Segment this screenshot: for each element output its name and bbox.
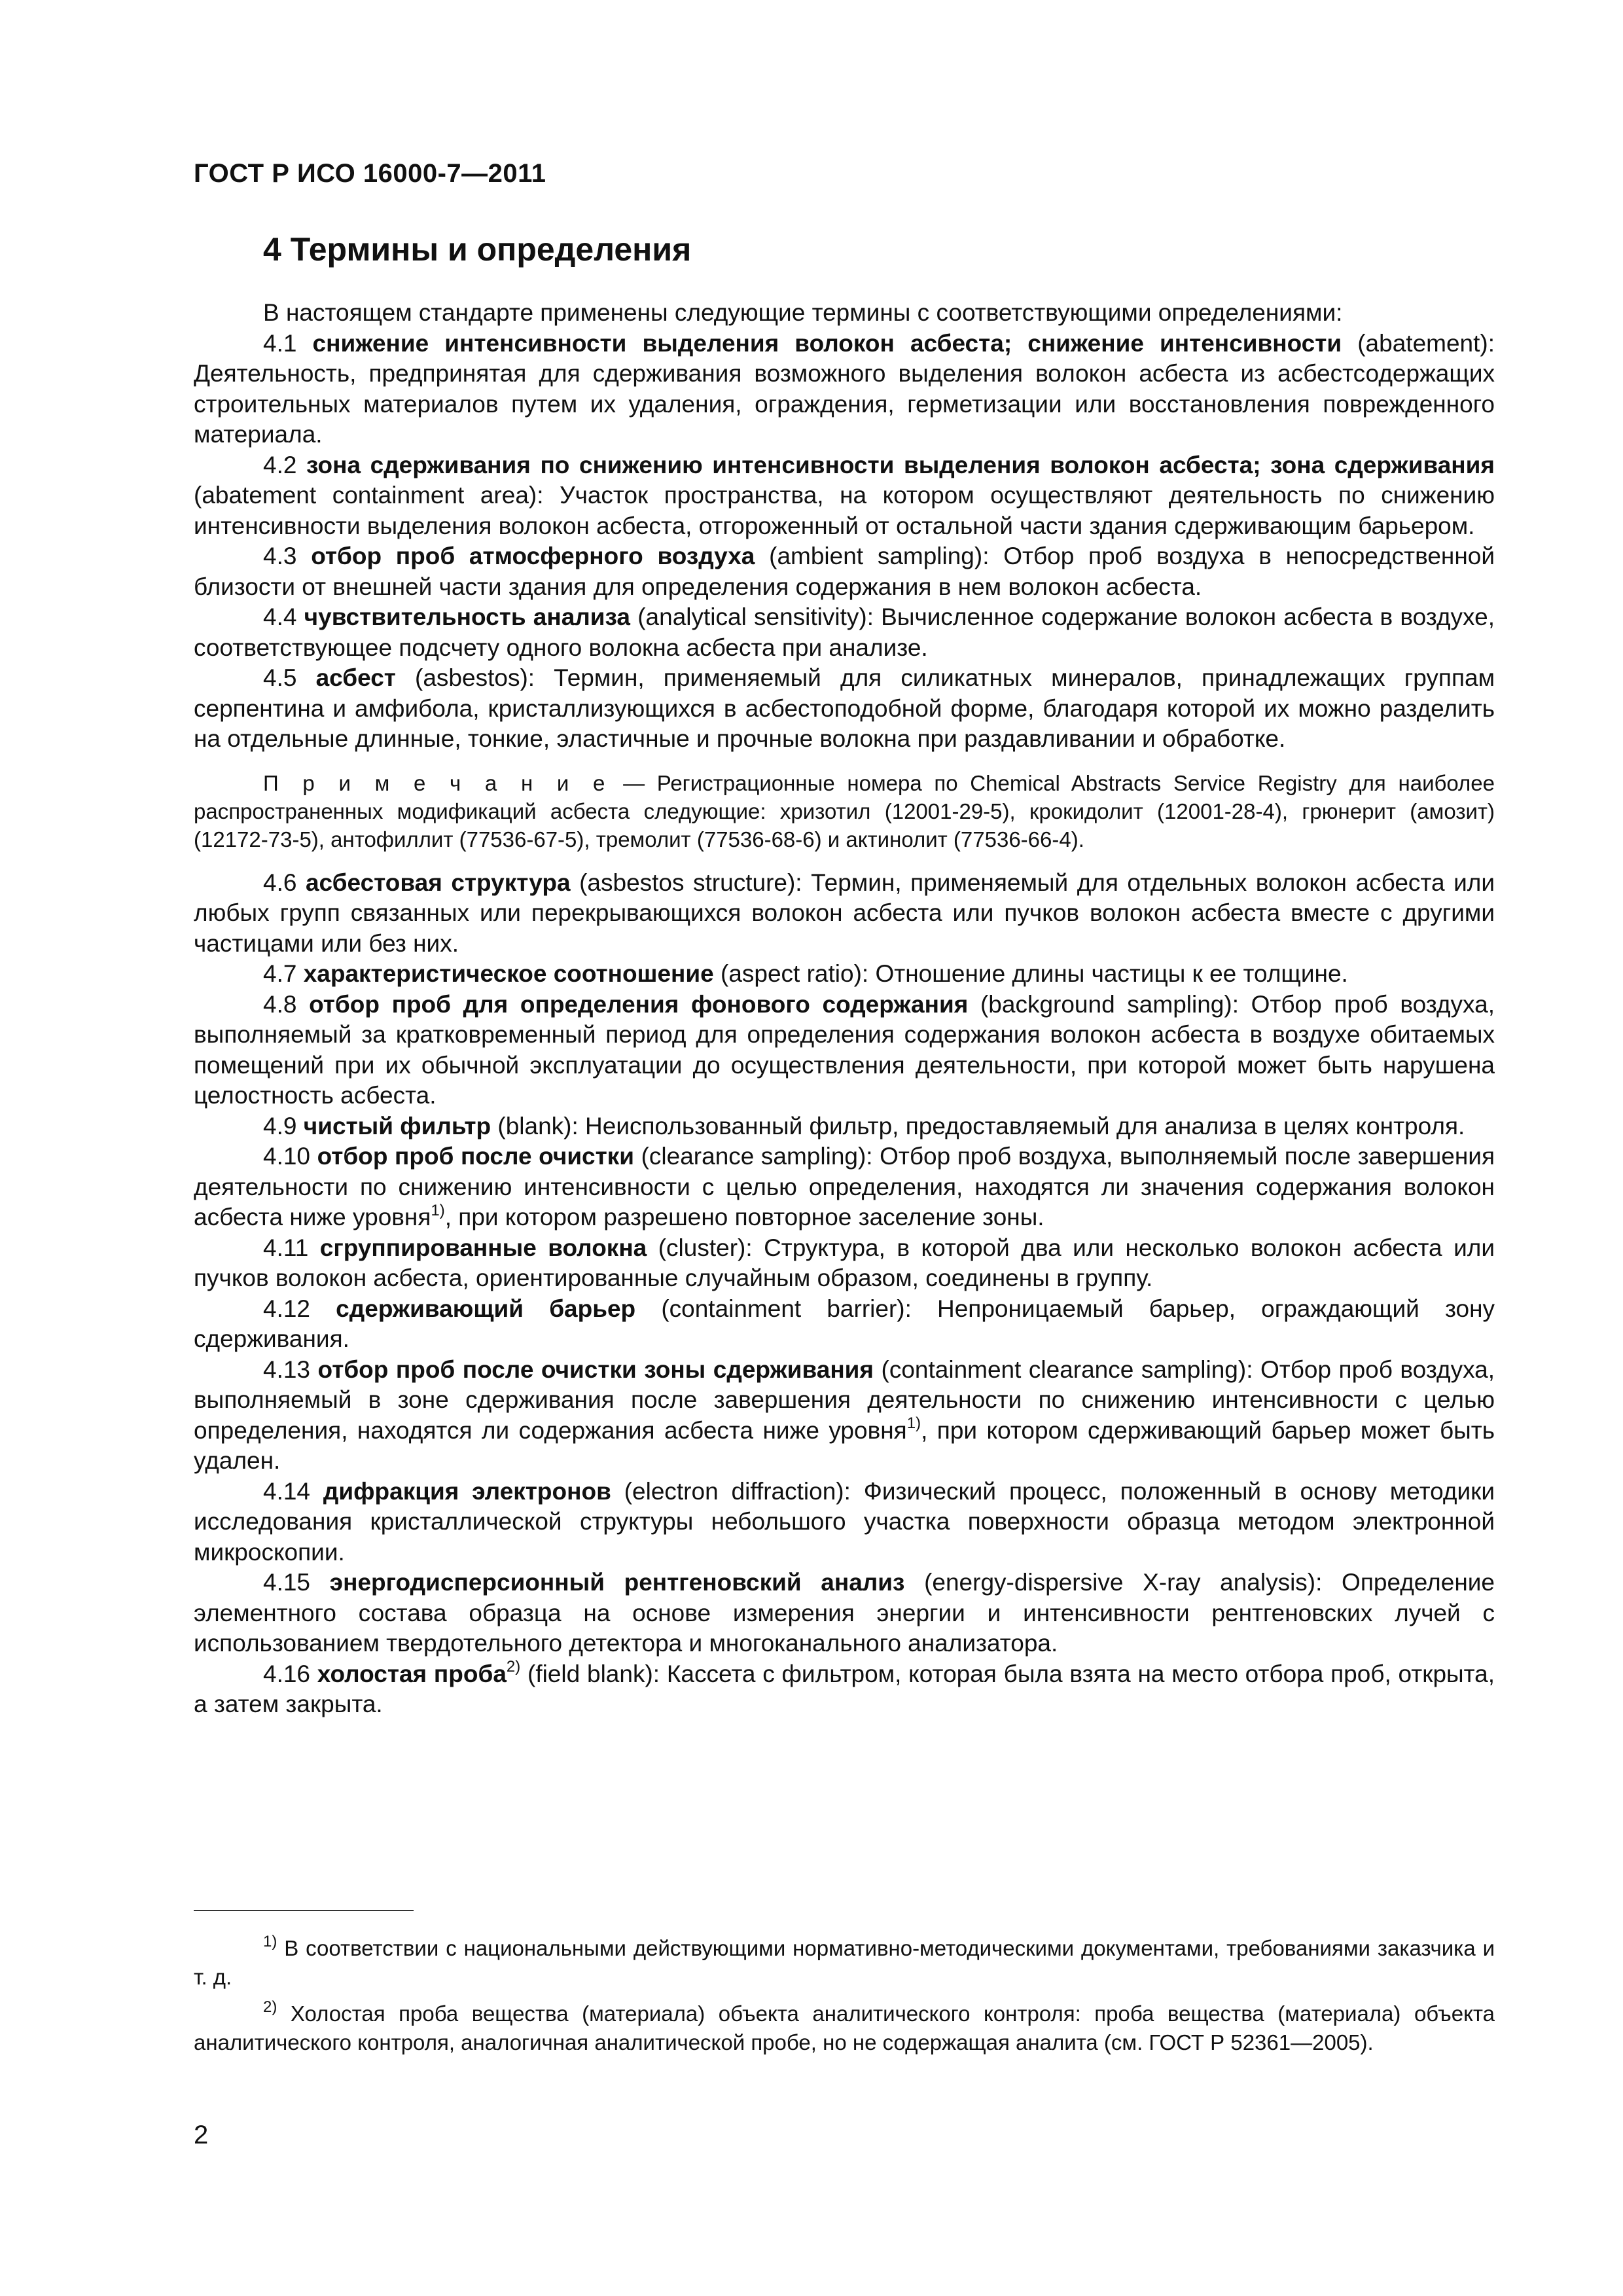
term-number: 4.10 — [263, 1143, 311, 1170]
footnote-ref: 2) — [506, 1658, 521, 1676]
term-definition: (electron diffraction): Физический процесс, положенный в основу методики исследования кристаллической структуры небольшого участка поверхности образца методом электронной микроскопии. — [194, 1477, 1495, 1566]
term-name: отбор проб для определения фонового содержания — [309, 990, 969, 1018]
term-number: 4.1 — [263, 329, 297, 357]
term-entry — [194, 959, 1495, 990]
term-entry — [194, 1294, 1495, 1355]
term-entry — [194, 663, 1495, 755]
term-definition: (aspect ratio): Отношение длины частицы к ее толщине. — [721, 960, 1348, 987]
term-definition: (blank): Неиспользованный фильтр, предоставляемый для анализа в целях контроля. — [497, 1112, 1465, 1139]
footnote-mark: 2) — [263, 1998, 277, 2016]
term-definition-tail: , при котором сдерживающий барьер может быть удален. — [194, 1416, 1495, 1474]
term-number: 4.7 — [263, 960, 297, 987]
note-label: П р и м е ч а н и е — [263, 770, 611, 795]
footnote-ref: 1) — [431, 1201, 445, 1219]
term-name: отбор проб атмосферного воздуха — [311, 543, 755, 569]
page-number: 2 — [194, 2121, 209, 2149]
term-definition: (field blank): Кассета с фильтром, которая была взята на место отбора проб, открыта, а затем закрыта. — [194, 1660, 1495, 1717]
term-definition: (abatement containment area): Участок пространства, на котором осуществляют деятельность по снижению интенсивности выделения волокон асбеста, отгороженный от остальной части здания сдерживающим барьером. — [194, 482, 1495, 539]
term-name: чувствительность анализа — [304, 603, 631, 630]
term-definition: (analytical sensitivity): Вычисленное содержание волокон асбеста в воздухе, соответствующее подсчету одного волокна асбеста при анализе. — [194, 603, 1495, 661]
term-number: 4.5 — [263, 664, 297, 691]
term-definition: (containment clearance sampling): Отбор проб воздуха, выполняемый в зоне сдерживания после завершения деятельности по снижению интенсивности с целью определения, находятся ли содержания асбеста ниже уровня — [194, 1355, 1495, 1444]
term-definition: (ambient sampling): Отбор проб воздуха в непосредственной близости от внешней части здания для определения содержания в нем волокон асбеста. — [194, 543, 1495, 600]
term-name: зона сдерживания по снижению интенсивности выделения волокон асбеста; зона сдерживания — [306, 451, 1495, 478]
term-entry — [194, 541, 1495, 602]
footnote-ref: 1) — [906, 1414, 921, 1433]
term-definition: (asbestos): Термин, применяемый для силикатных минералов, принадлежащих группам серпентина и амфибола, кристаллизующихся в асбестоподобной форме, благодаря которой их можно разделить на отдельные длинные, тонкие, эластичные и прочные волокна при раздавливании и обработке. — [194, 664, 1495, 752]
term-entry — [194, 1568, 1495, 1659]
term-definition: (background sampling): Отбор проб воздуха, выполняемый за кратковременный период для определения содержания волокон асбеста в воздухе обитаемых помещений при их обычной эксплуатации до осуществления деятельности, при которой может быть нарушена целостность асбеста. — [194, 990, 1495, 1109]
footnotes — [194, 1934, 1495, 2065]
term-number: 4.3 — [263, 543, 297, 569]
term-entry — [194, 1141, 1495, 1233]
term-definition: (clearance sampling): Отбор проб воздуха, выполняемый после завершения деятельности по снижению интенсивности с целью определения, находятся ли значения содержания волокон асбеста ниже уровня — [194, 1143, 1495, 1230]
terms-list-part-1 — [194, 329, 1495, 755]
term-name: характеристическое соотношение — [303, 960, 714, 987]
term-name: сгруппированные волокна — [319, 1234, 647, 1261]
term-name: дифракция электронов — [323, 1477, 611, 1505]
term-definition: (asbestos structure): Термин, применяемый для отдельных волокон асбеста или любых групп связанных или перекрывающихся волокон асбеста или пучков волокон асбеста вместе с другими частицами или без них. — [194, 869, 1495, 957]
document-body — [194, 298, 1495, 1720]
term-name: асбест — [315, 664, 396, 691]
term-number: 4.15 — [263, 1569, 311, 1596]
term-number: 4.13 — [263, 1355, 311, 1383]
term-name: холостая проба — [317, 1660, 507, 1687]
note-text: — Регистрационные номера по Chemical Abstracts Service Registry для наиболее распространенных модификаций асбеста следующие: хризотил (12001-29-5), крокидолит (12001-28-4), грюнерит (амозит) (12172-73-5), антофиллит (77536-67-5), тремолит (77536-68-6) и актинолит (77536-66-4). — [194, 770, 1495, 852]
term-name: энергодисперсионный рентгеновский анализ — [329, 1569, 905, 1596]
term-name: отбор проб после очистки зоны сдерживания — [317, 1355, 874, 1383]
footnote-text: Холостая проба вещества (материала) объекта аналитического контроля: проба вещества (материала) объекта аналитического контроля, аналогичная аналитической пробе, но не содержащая аналита (см. ГОСТ Р 52361—2005). — [194, 2001, 1495, 2054]
term-definition: (abatement): Деятельность, предпринятая для сдерживания возможного выделения волокон асбеста из асбестсодержащих строительных материалов путем их удаления, ограждения, герметизации или восстановления поврежденного материала. — [194, 329, 1495, 448]
term-entry — [194, 990, 1495, 1111]
term-definition: (cluster): Структура, в которой два или несколько волокон асбеста или пучков волокон асбеста, ориентированные случайным образом, соединены в группу. — [194, 1234, 1495, 1291]
term-number: 4.12 — [263, 1295, 311, 1322]
term-number: 4.11 — [263, 1234, 309, 1261]
footnote — [194, 1934, 1495, 1992]
footnote-mark: 1) — [263, 1933, 277, 1950]
term-number: 4.16 — [263, 1660, 311, 1687]
term-name: отбор проб после очистки — [317, 1143, 635, 1170]
intro-paragraph: В настоящем стандарте применены следующие термины с соответствующими определениями: — [263, 299, 1343, 326]
term-definition: (energy-dispersive X-ray analysis): Определение элементного состава образца на основе измерения энергии и интенсивности рентгеновских лучей с использованием твердотельного детектора и многоканального анализатора. — [194, 1569, 1495, 1657]
term-entry — [194, 329, 1495, 450]
term-entry — [194, 1355, 1495, 1477]
term-number: 4.2 — [263, 451, 297, 478]
term-name: чистый фильтр — [303, 1112, 491, 1139]
term-entry — [194, 450, 1495, 542]
note-paragraph — [194, 769, 1495, 853]
footnote-text: В соответствии с национальными действующими нормативно-методическими документами, требованиями заказчика и т. д. — [194, 1936, 1495, 1989]
term-number: 4.8 — [263, 990, 297, 1018]
document-code-header: ГОСТ Р ИСО 16000-7—2011 — [194, 159, 546, 188]
term-number: 4.6 — [263, 869, 297, 896]
section-title: 4 Термины и определения — [263, 231, 692, 268]
term-number: 4.4 — [263, 603, 297, 630]
term-entry — [194, 1477, 1495, 1568]
footnote-separator — [194, 1910, 414, 1911]
term-entry — [194, 1233, 1495, 1294]
term-definition-tail: , при котором разрешено повторное заселение зоны. — [444, 1204, 1044, 1230]
term-entry — [194, 602, 1495, 663]
term-entry — [194, 868, 1495, 960]
term-number: 4.14 — [263, 1477, 311, 1505]
terms-list-part-2 — [194, 868, 1495, 1720]
term-entry — [194, 1111, 1495, 1142]
term-name: снижение интенсивности выделения волокон асбеста; снижение интенсивности — [312, 329, 1342, 357]
term-definition: (containment barrier): Непроницаемый барьер, ограждающий зону сдерживания. — [194, 1295, 1495, 1352]
term-number: 4.9 — [263, 1112, 297, 1139]
footnote — [194, 2000, 1495, 2057]
term-name: сдерживающий барьер — [336, 1295, 636, 1322]
term-name: асбестовая структура — [305, 869, 571, 896]
term-entry — [194, 1659, 1495, 1720]
